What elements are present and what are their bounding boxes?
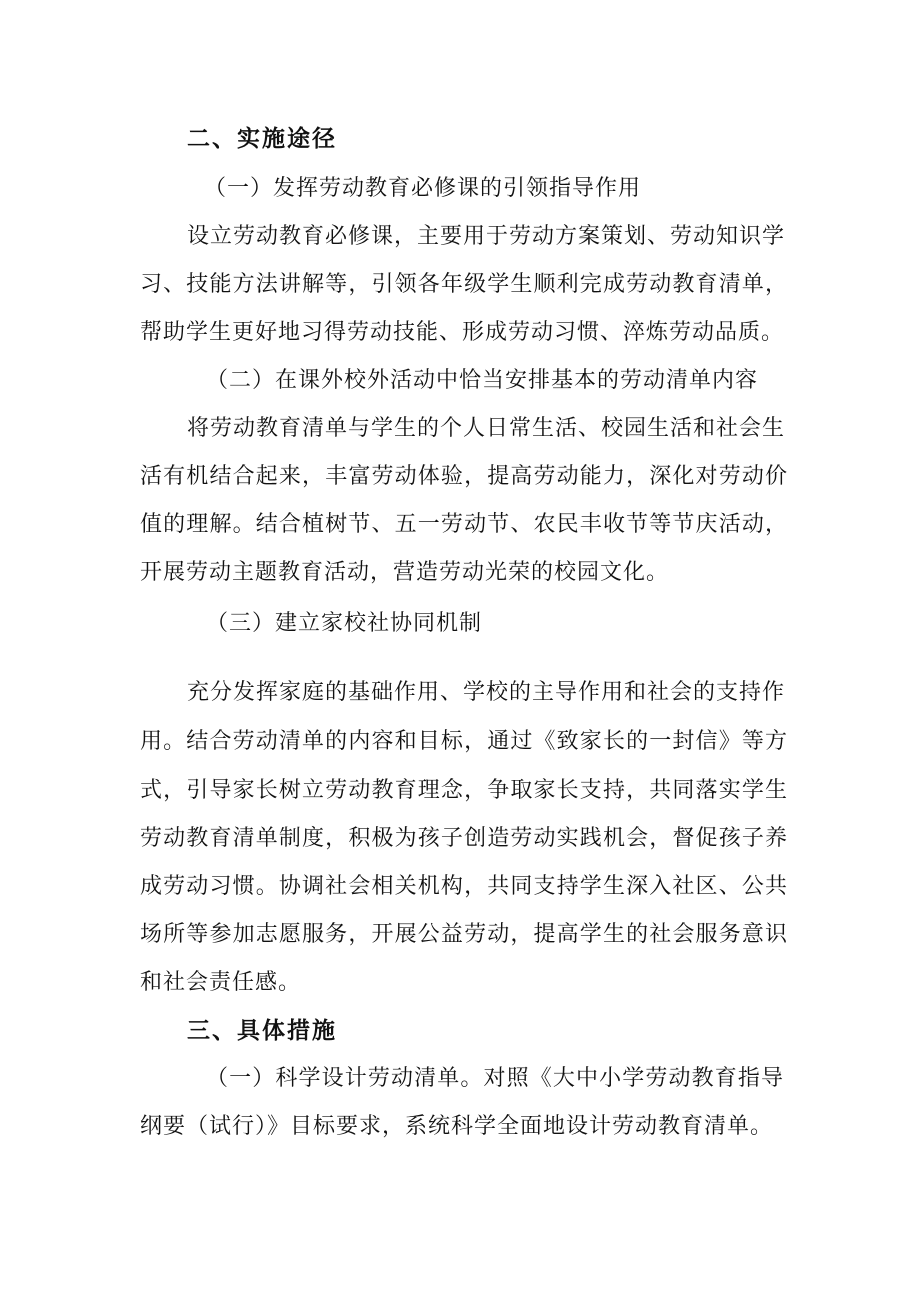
- paragraph-line: 设立劳动教育必修课，主要用于劳动方案策划、劳动知识学: [187, 224, 786, 249]
- subsection-title-required-course: （一）发挥劳动教育必修课的引领指导作用: [204, 176, 642, 201]
- section-heading-implementation-approaches: 二、实施途径: [187, 126, 337, 152]
- paragraph-line: 充分发挥家庭的基础作用、学校的主导作用和社会的支持作: [187, 680, 786, 705]
- paragraph-line: 场所等参加志愿服务，开展公益劳动，提高学生的社会服务意识: [140, 922, 788, 947]
- section-heading-specific-measures: 三、具体措施: [187, 1018, 337, 1044]
- paragraph-line: 成劳动习惯。协调社会相关机构，共同支持学生深入社区、公共: [140, 874, 788, 899]
- paragraph-line: 活有机结合起来，丰富劳动体验，提高劳动能力，深化对劳动价: [140, 464, 788, 489]
- paragraph-line: 将劳动教育清单与学生的个人日常生活、校园生活和社会生: [187, 416, 786, 441]
- paragraph-line: 用。结合劳动清单的内容和目标，通过《致家长的一封信》等方: [140, 729, 788, 754]
- subsection-title-extracurricular: （二）在课外校外活动中恰当安排基本的劳动清单内容: [206, 368, 759, 393]
- paragraph-line: 和社会责任感。: [140, 970, 302, 995]
- paragraph-line: 纲要（试行）》目标要求，系统科学全面地设计劳动教育清单。: [140, 1114, 774, 1139]
- paragraph-line: 习、技能方法讲解等，引领各年级学生顺利完成劳动教育清单，: [140, 272, 788, 297]
- paragraph-line: 值的理解。结合植树节、五一劳动节、农民丰收节等节庆活动，: [140, 512, 788, 537]
- paragraph-line: 帮助学生更好地习得劳动技能、形成劳动习惯、淬炼劳动品质。: [140, 320, 785, 345]
- paragraph-line: 式，引导家长树立劳动教育理念，争取家长支持，共同落实学生: [140, 778, 788, 803]
- paragraph-line: （一）科学设计劳动清单。对照《大中小学劳动教育指导: [206, 1066, 784, 1091]
- paragraph-line: 开展劳动主题教育活动，营造劳动光荣的校园文化。: [140, 560, 670, 585]
- paragraph-line: 劳动教育清单制度，积极为孩子创造劳动实践机会，督促孩子养: [140, 826, 788, 851]
- subsection-title-home-school-community: （三）建立家校社协同机制: [206, 611, 483, 636]
